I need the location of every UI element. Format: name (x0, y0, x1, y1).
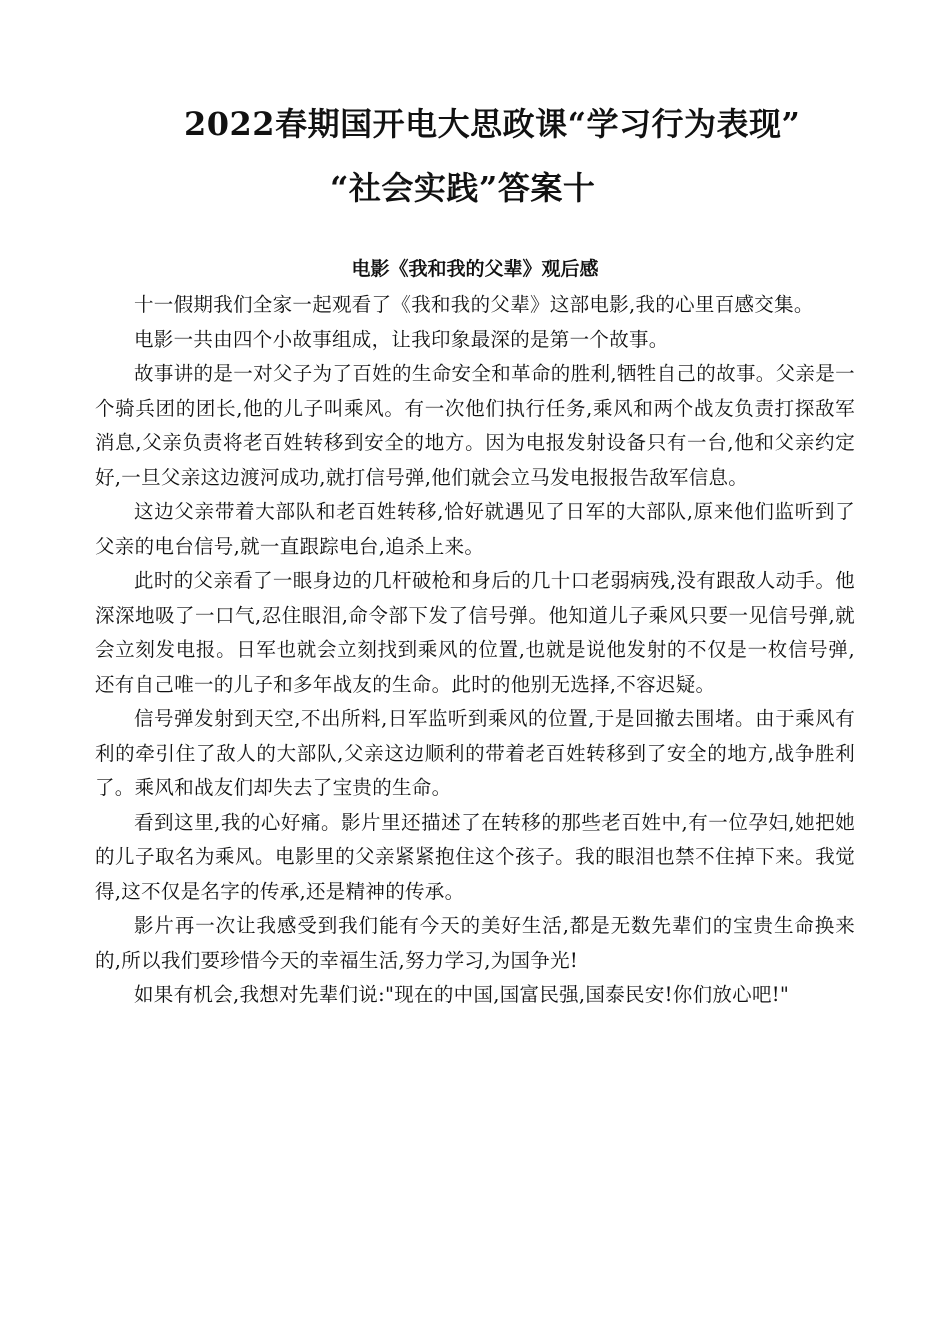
essay-body (95, 288, 855, 1013)
paragraph: 影片再一次让我感受到我们能有今天的美好生活,都是无数先辈们的宝贵生命换来的,所以我们要珍惜今天的幸福生活,努力学习,为国争光! (95, 914, 855, 972)
paragraph: 看到这里,我的心好痛。影片里还描述了在转移的那些老百姓中,有一位孕妇,她把她的儿子取名为乘风。电影里的父亲紧紧抱住这个孩子。我的眼泪也禁不住掉下来。我觉得,这不仅是名字的传承,还是精神的传承。 (95, 810, 855, 903)
paragraph: 如果有机会,我想对先辈们说:"现在的中国,国富民强,国泰民安!你们放心吧!" (134, 983, 790, 1006)
paragraph: 电影一共由四个小故事组成，让我印象最深的是第一个故事。 (134, 327, 669, 351)
paragraph: 这边父亲带着大部队和老百姓转移,恰好就遇见了日军的大部队,原来他们监听到了父亲的电台信号,就一直跟踪电台,追杀上来。 (95, 500, 855, 558)
title-line-2: “社会实践”答案十 (330, 169, 596, 207)
paragraph: 十一假期我们全家一起观看了《我和我的父辈》这部电影,我的心里百感交集。 (134, 293, 814, 316)
essay-title: 电影《我和我的父辈》观后感 (351, 258, 599, 280)
document-title (90, 92, 920, 220)
title-line-1: 2022春期国开电大思政课“学习行为表现” (184, 105, 801, 143)
paragraph: 此时的父亲看了一眼身边的几杆破枪和身后的几十口老弱病残,没有跟敌人动手。他深深地吸了一口气,忍住眼泪,命令部下发了信号弹。他知道儿子乘风只要一见信号弹,就会立刻发电报。日军也就会立刻找到乘风的位置,也就是说他发射的不仅是一枚信号弹,还有自己唯一的儿子和多年战友的生命。此时的他别无选择,不容迟疑。 (95, 569, 855, 696)
paragraph: 信号弹发射到天空,不出所料,日军监听到乘风的位置,于是回撤去围堵。由于乘风有利的牵引住了敌人的大部队,父亲这边顺利的带着老百姓转移到了安全的地方,战争胜利了。乘风和战友们却失去了宝贵的生命。 (95, 707, 855, 799)
paragraph: 故事讲的是一对父子为了百姓的生命安全和革命的胜利,牺牲自己的故事。父亲是一个骑兵团的团长,他的儿子叫乘风。有一次他们执行任务,乘风和两个战友负责打探敌军消息,父亲负责将老百姓转移到安全的地方。因为电报发射设备只有一台,他和父亲约定好,一旦父亲这边渡河成功,就打信号弹,他们就会立马发电报报告敌军信息。 (95, 362, 855, 489)
